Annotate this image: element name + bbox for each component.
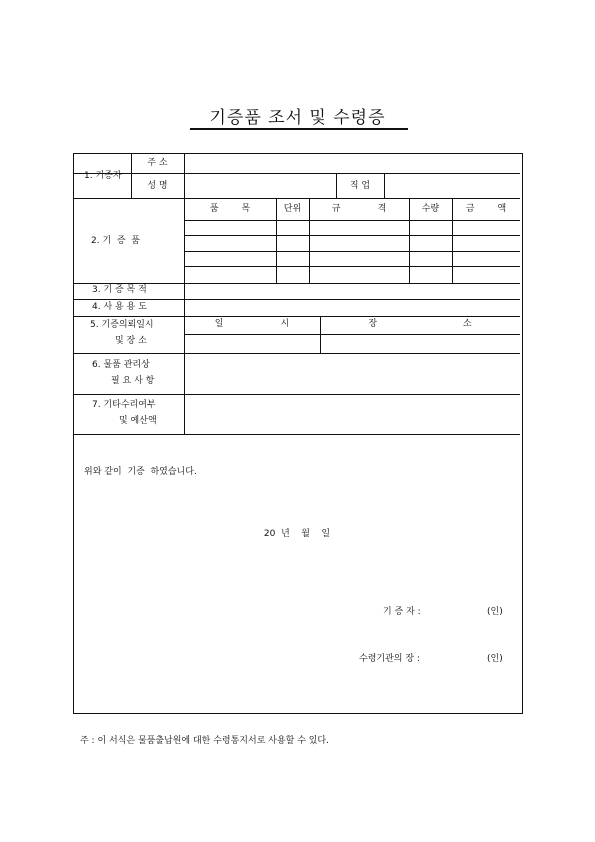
management-label-2: 필 요 사 항 [111, 376, 155, 386]
row-divider [74, 394, 520, 395]
items-label: 2. 기 증 품 [91, 236, 140, 246]
row-divider [184, 220, 520, 221]
repair-label: 7. 기타수리여부 [92, 400, 156, 410]
donor-sign-label: 기 증 자 : [383, 607, 421, 617]
use-label: 4. 사 용 용 도 [92, 302, 147, 312]
donor-seal: (인) [487, 607, 503, 617]
donation-form [73, 153, 523, 714]
datetime-place-label: 5. 기증의뢰일시 [90, 320, 154, 330]
item-header: 품 목 [209, 204, 251, 214]
purpose-label: 3. 기 증 목 적 [92, 285, 147, 295]
row-divider [74, 173, 520, 174]
row-divider [74, 316, 520, 317]
row-divider [74, 198, 520, 199]
management-label: 6. 물품 관리상 [92, 360, 150, 370]
col-divider [184, 154, 185, 434]
unit-header: 단위 [283, 204, 302, 214]
row-divider [184, 266, 520, 267]
col-divider [384, 173, 385, 198]
row-divider [74, 283, 520, 284]
datetime-header: 일 시 [214, 319, 290, 329]
statement-text: 위와 같이 기증 하였습니다. [84, 467, 197, 477]
row-divider [74, 434, 520, 435]
amount-header: 금 액 [465, 204, 507, 214]
footnote: 주 : 이 서식은 물품출납원에 대한 수령통지서로 사용할 수 있다. [80, 736, 329, 746]
place-header: 장 소 [368, 319, 472, 329]
donor-label: 1. 기증자 [84, 171, 122, 181]
quantity-header: 수량 [421, 204, 440, 214]
page-title: 기증품 조서 및 수령증 [209, 108, 386, 128]
row-divider [184, 251, 520, 252]
receiver-seal: (인) [487, 654, 503, 664]
datetime-place-label-2: 및 장 소 [115, 336, 147, 346]
receiver-sign-label: 수령기관의 장 : [359, 654, 420, 664]
row-divider [184, 235, 520, 236]
address-label: 주 소 [147, 158, 168, 168]
spec-header: 규 격 [331, 204, 387, 214]
row-divider [74, 353, 520, 354]
row-divider [74, 299, 520, 300]
title-underline [190, 128, 408, 130]
date-line: 20 년 월 일 [263, 529, 331, 539]
repair-label-2: 및 예산액 [119, 416, 157, 426]
occupation-label: 직 업 [349, 181, 371, 191]
row-divider [184, 334, 520, 335]
name-label: 성 명 [147, 181, 168, 191]
